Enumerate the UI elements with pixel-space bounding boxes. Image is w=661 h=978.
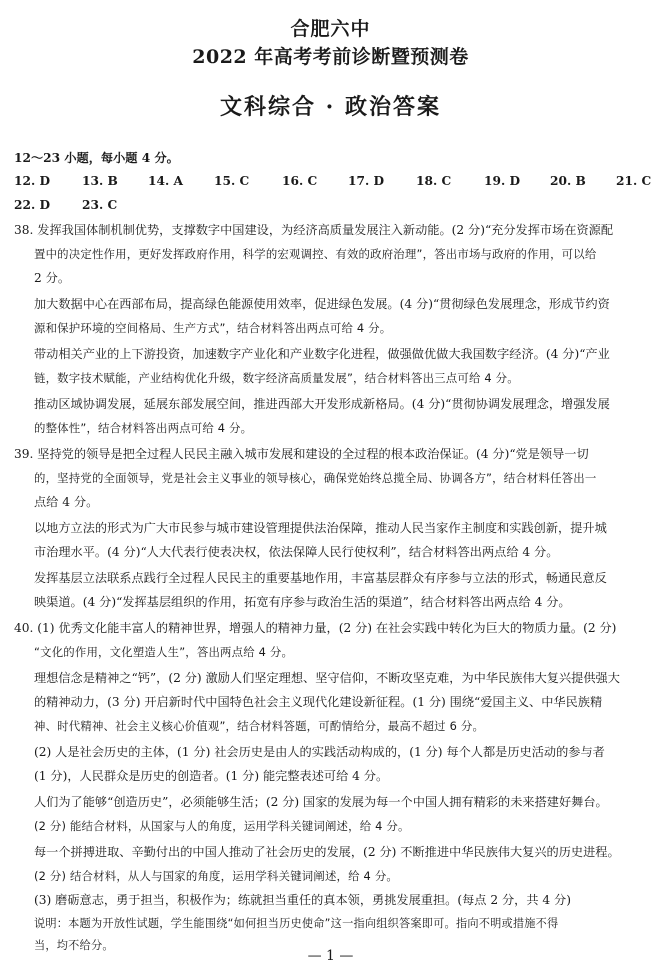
answer-item: 18. C (416, 174, 452, 188)
page-number: — 1 — (307, 948, 354, 964)
q40-note-line: 说明：本题为开放性试题，学生能围绕“如何担当历史使命”这一指向组织答案即可。指向不明或措施不得 (34, 917, 559, 930)
q40-line: (1 分)，人民群众是历史的创造者。(1 分) 能完整表述可给 4 分。 (34, 769, 389, 783)
school-name: 合肥六中 (290, 18, 371, 40)
q39-line: 以地方立法的形式为广大市民参与城市建设管理提供法治保障，推动人民当家作主制度和实践创新，提升城 (34, 521, 607, 535)
q40-line: (2 分) 能结合材料，从国家与人的角度，运用学科关键词阐述，给 4 分。 (34, 819, 410, 833)
subject-title: 文科综合 · 政治答案 (220, 94, 441, 120)
answer-item: 20. B (550, 174, 586, 188)
q40-line: (2 分) 结合材料，从人与国家的角度，运用学科关键词阐述，给 4 分。 (34, 869, 399, 883)
answer-row-2 (14, 198, 650, 214)
q39-line: 的，坚持党的全面领导，党是社会主义事业的领导核心，确保党始终总揽全局、协调各方”，结合材料任答出一 (34, 471, 597, 485)
q40-line: 每一个拼搏进取、辛勤付出的中国人推动了社会历史的发展，(2 分) 不断推进中华民族伟大复兴的历史进程。 (34, 845, 620, 859)
answer-item: 15. C (214, 174, 250, 188)
answer-item: 23. C (82, 198, 118, 212)
answer-row-1 (14, 174, 650, 190)
q38-line: 推动区域协调发展，延展东部发展空间，推进西部大开发形成新格局。(4 分)“贯彻协调发展理念，增强发展 (34, 397, 610, 411)
q38-line: 加大数据中心在西部布局，提高绿色能源使用效率，促进绿色发展。(4 分)“贯彻绿色发展理念，形成节约资 (34, 297, 610, 311)
q38-line: 源和保护环境的空间格局、生产方式”，结合材料答出两点可给 4 分。 (34, 321, 392, 335)
answer-item: 13. B (82, 174, 118, 188)
q40-line: 人们为了能够“创造历史”，必须能够生活；(2 分) 国家的发展为每一个中国人拥有精彩的未来搭建好舞台。 (34, 795, 608, 809)
q40-note-line: 当，均不给分。 (34, 939, 114, 952)
exam-title: 2022 年高考考前诊断暨预测卷 (192, 46, 469, 68)
q38-line: 38. 发挥我国体制机制优势，支撑数字中国建设，为经济高质量发展注入新动能。(2 分)“充分发挥市场在资源配 (14, 223, 614, 237)
q40-line: 理想信念是精神之“钙”，(2 分) 激励人们坚定理想、坚守信仰，不断攻坚克难，为中华民族伟大复兴提供强大 (34, 671, 620, 685)
q39-line: 市治理水平。(4 分)“人大代表行使表决权，依法保障人民行使权利”，结合材料答出两点给 4 分。 (34, 545, 559, 559)
choice-intro: 12～23 小题，每小题 4 分。 (14, 151, 179, 165)
q38-line: 置中的决定性作用，更好发挥政府作用，科学的宏观调控、有效的政府治理”，答出市场与政府的作用，可以给 (34, 247, 597, 261)
answer-item: 14. A (148, 174, 183, 188)
q39-line: 39. 坚持党的领导是把全过程人民民主融入城市发展和建设的全过程的根本政治保证。(4 分)“党是领导一切 (14, 447, 589, 461)
answer-item: 16. C (282, 174, 318, 188)
q39-line: 发挥基层立法联系点践行全过程人民民主的重要基地作用，丰富基层群众有序参与立法的形式，畅通民意反 (34, 571, 607, 585)
answer-item: 21. C (616, 174, 652, 188)
q38-line: 带动相关产业的上下游投资，加速数字产业化和产业数字化进程，做强做优做大我国数字经济。(4 分)“产业 (34, 347, 610, 361)
answer-item: 17. D (348, 174, 385, 188)
q40-line: 神、时代精神、社会主义核心价值观”，结合材料答题，可酌情给分，最高不超过 6 分。 (34, 719, 485, 733)
answer-item: 19. D (484, 174, 521, 188)
q40-line: 的精神动力，(3 分) 开启新时代中国特色社会主义现代化建设新征程。(1 分) 围绕“爱国主义、中华民族精 (34, 695, 603, 709)
answer-item: 12. D (14, 174, 51, 188)
q40-line: “文化的作用，文化塑造人生”，答出两点给 4 分。 (34, 645, 294, 659)
q40-line: (2) 人是社会历史的主体，(1 分) 社会历史是由人的实践活动构成的，(1 分) 每个人都是历史活动的参与者 (34, 745, 605, 759)
q40-line: 40. (1) 优秀文化能丰富人的精神世界，增强人的精神力量，(2 分) 在社会实践中转化为巨大的物质力量。(2 分) (14, 621, 617, 635)
q39-line: 映渠道。(4 分)“发挥基层组织的作用，拓宽有序参与政治生活的渠道”，结合材料答出两点给 4 分。 (34, 595, 571, 609)
q39-line: 点给 4 分。 (34, 495, 99, 509)
q40-line: (3) 磨砺意志，勇于担当，积极作为；练就担当重任的真本领，勇挑发展重担。(每点 2 分，共 4 分) (34, 893, 571, 907)
q38-line: 的整体性”，结合材料答出两点可给 4 分。 (34, 421, 253, 435)
q38-line: 2 分。 (34, 271, 71, 285)
q38-line: 链，数字技术赋能，产业结构优化升级，数字经济高质量发展”，结合材料答出三点可给 4 分。 (34, 371, 519, 385)
answer-item: 22. D (14, 198, 51, 212)
